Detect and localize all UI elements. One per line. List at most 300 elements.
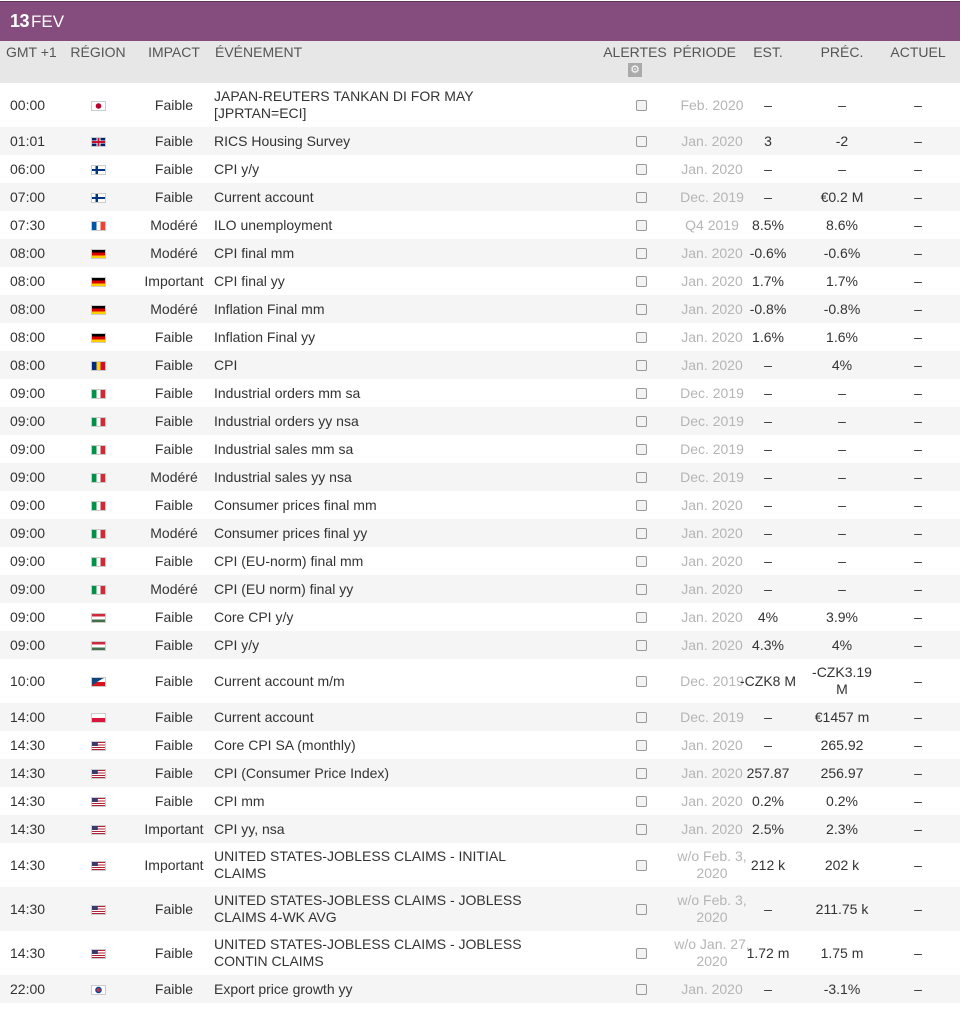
region-cell	[62, 211, 134, 239]
event-name[interactable]: Industrial sales yy nsa	[214, 468, 352, 485]
event-name[interactable]: Current account	[214, 708, 314, 725]
alert-checkbox[interactable]	[636, 136, 647, 147]
estimate-value: –	[764, 440, 772, 457]
event-period	[672, 843, 747, 887]
estimate-value: -CZK8 M	[740, 672, 796, 689]
event-period	[672, 519, 743, 547]
impact-level: Faible	[154, 552, 194, 569]
alert-cell	[544, 239, 672, 267]
event-period	[672, 127, 743, 155]
italy-flag-icon	[91, 445, 106, 455]
event-name[interactable]: CPI final mm	[214, 244, 295, 261]
event-period	[672, 703, 744, 731]
previous-value: -0.8%	[823, 300, 861, 317]
impact-level: Modéré	[150, 468, 198, 485]
event-name[interactable]: Current account	[214, 188, 314, 205]
event-period-text: w/o Jan. 27, 2020	[674, 936, 750, 969]
event-period-text: w/o Feb. 3, 2020	[677, 892, 747, 925]
event-name[interactable]: CPI y/y	[214, 636, 260, 653]
event-period-text: Jan. 2020	[681, 580, 743, 597]
region-cell	[62, 379, 134, 407]
actual-value: –	[914, 736, 922, 753]
alert-checkbox[interactable]	[636, 472, 647, 483]
date-header	[0, 1, 960, 41]
impact-level: Faible	[154, 496, 194, 513]
event-name[interactable]: CPI yy, nsa	[214, 820, 285, 837]
event-time: 09:00	[10, 608, 46, 625]
romania-flag-icon	[91, 361, 106, 371]
event-time: 22:00	[10, 980, 46, 997]
table-row[interactable]	[0, 631, 960, 659]
event-period-text: Dec. 2019	[680, 468, 744, 485]
actual-value: –	[914, 412, 922, 429]
alert-cell	[544, 759, 672, 787]
event-name[interactable]: CPI (EU norm) final yy	[214, 580, 354, 597]
actual-value: –	[914, 96, 922, 113]
germany-flag-icon	[91, 277, 106, 287]
estimate-value: –	[764, 708, 772, 725]
event-name[interactable]: ILO unemployment	[214, 216, 333, 233]
previous-value: €1457 m	[814, 708, 870, 725]
alert-checkbox[interactable]	[636, 640, 647, 651]
region-cell	[62, 435, 134, 463]
previous-value: 256.97	[820, 764, 864, 781]
poland-flag-icon	[91, 713, 106, 723]
alert-cell	[544, 815, 672, 843]
region-cell	[62, 183, 134, 211]
impact-level: Faible	[154, 160, 194, 177]
event-name[interactable]: Core CPI SA (monthly)	[214, 736, 356, 753]
actual-value: –	[914, 160, 922, 177]
usa-flag-icon	[91, 905, 106, 915]
table-row[interactable]	[0, 759, 960, 787]
event-period	[672, 323, 743, 351]
table-row[interactable]	[0, 731, 960, 759]
event-name[interactable]: UNITED STATES-JOBLESS CLAIMS - INITIAL CLAIMS	[214, 848, 506, 881]
region-cell	[62, 815, 134, 843]
col-est[interactable]: EST.	[753, 44, 783, 60]
actual-value: –	[914, 608, 922, 625]
event-period-text: Feb. 2020	[680, 96, 744, 113]
actual-value: –	[914, 188, 922, 205]
actual-value: –	[914, 328, 922, 345]
alert-checkbox[interactable]	[636, 248, 647, 259]
actual-value: –	[914, 552, 922, 569]
impact-level: Faible	[154, 980, 194, 997]
region-cell	[62, 575, 134, 603]
estimate-value: –	[764, 580, 772, 597]
alert-cell	[544, 631, 672, 659]
col-event[interactable]: ÉVÉNEMENT	[215, 44, 303, 60]
event-name[interactable]: Core CPI y/y	[214, 608, 294, 625]
estimate-value: –	[764, 468, 772, 485]
event-period	[672, 815, 743, 843]
event-name[interactable]: Inflation Final mm	[214, 300, 325, 317]
event-name[interactable]: CPI	[214, 356, 238, 373]
event-period	[672, 759, 743, 787]
table-row[interactable]	[0, 239, 960, 267]
table-row[interactable]	[0, 351, 960, 379]
event-period-text: Dec. 2019	[680, 188, 744, 205]
actual-value: –	[914, 496, 922, 513]
alert-cell	[544, 463, 672, 491]
impact-level: Faible	[154, 356, 194, 373]
czech-flag-icon	[91, 677, 106, 687]
alert-cell	[544, 323, 672, 351]
table-row[interactable]	[0, 491, 960, 519]
actual-value: –	[914, 524, 922, 541]
impact-level: Faible	[154, 764, 194, 781]
event-name[interactable]: Export price growth yy	[214, 980, 353, 997]
event-name[interactable]: RICS Housing Survey	[214, 132, 351, 149]
event-period-text: Jan. 2020	[681, 980, 743, 997]
alert-cell	[544, 731, 672, 759]
table-row[interactable]	[0, 815, 960, 843]
estimate-value: –	[764, 412, 772, 429]
alert-checkbox[interactable]	[636, 612, 647, 623]
impact-level: Faible	[154, 412, 194, 429]
event-name[interactable]: Current account m/m	[214, 672, 345, 689]
actual-value: –	[914, 300, 922, 317]
alert-checkbox[interactable]	[636, 824, 647, 835]
event-period-text: Q4 2019	[685, 216, 739, 233]
italy-flag-icon	[91, 585, 106, 595]
impact-level: Important	[144, 856, 204, 873]
estimate-value: –	[764, 496, 772, 513]
event-period	[672, 887, 747, 931]
uk-flag-icon	[91, 137, 106, 147]
south-korea-flag-icon	[91, 985, 106, 995]
impact-level: Faible	[154, 188, 194, 205]
event-time: 07:00	[10, 188, 46, 205]
alert-checkbox[interactable]	[636, 904, 647, 915]
table-row[interactable]	[0, 787, 960, 815]
usa-flag-icon	[91, 797, 106, 807]
event-period	[672, 239, 743, 267]
event-name[interactable]: Industrial sales mm sa	[214, 440, 354, 457]
event-name[interactable]: Industrial orders mm sa	[214, 384, 361, 401]
alert-checkbox[interactable]	[636, 220, 647, 231]
estimate-value: -0.6%	[749, 244, 787, 261]
event-time: 01:01	[10, 132, 46, 149]
actual-value: –	[914, 764, 922, 781]
event-name[interactable]: Inflation Final yy	[214, 328, 316, 345]
previous-value: –	[838, 440, 846, 457]
table-row[interactable]	[0, 843, 960, 887]
event-time: 00:00	[10, 96, 46, 113]
previous-value: 1.6%	[826, 328, 858, 345]
alert-checkbox[interactable]	[636, 740, 647, 751]
estimate-value: –	[764, 384, 772, 401]
previous-value: –	[838, 524, 846, 541]
event-period	[672, 603, 743, 631]
event-time: 09:00	[10, 552, 46, 569]
alert-checkbox[interactable]	[636, 332, 647, 343]
previous-value: 8.6%	[826, 216, 858, 233]
region-cell	[62, 603, 134, 631]
alert-cell	[544, 659, 672, 703]
region-cell	[62, 295, 134, 323]
estimate-value: 3	[764, 132, 772, 149]
table-row[interactable]	[0, 323, 960, 351]
alert-checkbox[interactable]	[636, 164, 647, 175]
alert-checkbox[interactable]	[636, 984, 647, 995]
estimate-value: 2.5%	[752, 820, 784, 837]
table-row[interactable]	[0, 435, 960, 463]
actual-value: –	[914, 468, 922, 485]
event-name[interactable]: UNITED STATES-JOBLESS CLAIMS - JOBLESS CLAIMS 4-WK AVG	[214, 892, 522, 925]
table-row[interactable]	[0, 659, 960, 703]
impact-level: Faible	[154, 900, 194, 917]
impact-level: Important	[144, 820, 204, 837]
germany-flag-icon	[91, 249, 106, 259]
table-row[interactable]	[0, 379, 960, 407]
actual-value: –	[914, 132, 922, 149]
actual-value: –	[914, 244, 922, 261]
alert-cell	[544, 407, 672, 435]
alert-cell	[544, 435, 672, 463]
event-period-text: Jan. 2020	[681, 636, 743, 653]
alert-cell	[544, 183, 672, 211]
region-cell	[62, 703, 134, 731]
region-cell	[62, 887, 134, 931]
table-row[interactable]	[0, 547, 960, 575]
col-prev[interactable]: PRÉC.	[820, 44, 864, 60]
col-alerts-label: ALERTES	[603, 44, 667, 60]
alert-checkbox[interactable]	[636, 304, 647, 315]
previous-value: -3.1%	[823, 980, 861, 997]
alert-checkbox[interactable]	[636, 360, 647, 371]
usa-flag-icon	[91, 949, 106, 959]
impact-level: Modéré	[150, 300, 198, 317]
actual-value: –	[914, 900, 922, 917]
region-cell	[62, 155, 134, 183]
estimate-value: 1.72 m	[746, 944, 790, 961]
table-row[interactable]	[0, 83, 960, 127]
event-period	[672, 731, 743, 759]
alert-checkbox[interactable]	[636, 388, 647, 399]
actual-value: –	[914, 440, 922, 457]
event-period	[672, 83, 744, 127]
impact-level: Faible	[154, 328, 194, 345]
col-region[interactable]: RÉGION	[70, 44, 126, 60]
alert-checkbox[interactable]	[636, 768, 647, 779]
event-period-text: Jan. 2020	[681, 552, 743, 569]
event-period-text: Jan. 2020	[681, 328, 743, 345]
estimate-value: –	[764, 736, 772, 753]
italy-flag-icon	[91, 473, 106, 483]
event-name[interactable]: Consumer prices final yy	[214, 524, 368, 541]
event-period	[672, 631, 743, 659]
estimate-value: 257.87	[746, 764, 790, 781]
alert-checkbox[interactable]	[636, 948, 647, 959]
actual-value: –	[914, 856, 922, 873]
alert-cell	[544, 519, 672, 547]
event-name[interactable]: CPI y/y	[214, 160, 260, 177]
date-month: FEV	[31, 12, 65, 31]
alert-checkbox[interactable]	[636, 192, 647, 203]
usa-flag-icon	[91, 769, 106, 779]
event-period-text: Dec. 2019	[680, 440, 744, 457]
event-period	[672, 547, 743, 575]
event-time: 14:30	[10, 944, 46, 961]
event-period-text: Jan. 2020	[681, 736, 743, 753]
previous-value: –	[838, 552, 846, 569]
event-period-text: Jan. 2020	[681, 524, 743, 541]
event-period	[672, 435, 744, 463]
alert-checkbox[interactable]	[636, 528, 647, 539]
col-period[interactable]: PÉRIODE	[673, 44, 737, 60]
previous-value: –	[838, 580, 846, 597]
previous-value: €0.2 M	[820, 188, 864, 205]
event-period-text: Dec. 2019	[680, 708, 744, 725]
impact-level: Faible	[154, 944, 194, 961]
actual-value: –	[914, 792, 922, 809]
event-period	[672, 787, 743, 815]
table-row[interactable]	[0, 155, 960, 183]
table-row[interactable]	[0, 703, 960, 731]
estimate-value: -0.8%	[749, 300, 787, 317]
event-name[interactable]: CPI mm	[214, 792, 265, 809]
region-cell	[62, 759, 134, 787]
actual-value: –	[914, 384, 922, 401]
previous-value: –	[838, 384, 846, 401]
event-time: 08:00	[10, 356, 46, 373]
event-name[interactable]: Industrial orders yy nsa	[214, 412, 359, 429]
event-period-text: Jan. 2020	[681, 132, 743, 149]
impact-level: Modéré	[150, 580, 198, 597]
event-time: 09:00	[10, 440, 46, 457]
alert-checkbox[interactable]	[636, 860, 647, 871]
table-row[interactable]	[0, 603, 960, 631]
france-flag-icon	[91, 221, 106, 231]
estimate-value: 1.6%	[752, 328, 784, 345]
region-cell	[62, 975, 134, 1003]
event-time: 14:30	[10, 792, 46, 809]
region-cell	[62, 239, 134, 267]
table-row[interactable]	[0, 267, 960, 295]
alert-cell	[544, 575, 672, 603]
event-name[interactable]: Consumer prices final mm	[214, 496, 377, 513]
impact-level: Important	[144, 272, 204, 289]
impact-level: Modéré	[150, 216, 198, 233]
previous-value: -0.6%	[823, 244, 861, 261]
finland-flag-icon	[91, 165, 106, 175]
region-cell	[62, 843, 134, 887]
alert-cell	[544, 351, 672, 379]
gear-icon[interactable]: ⚙	[628, 63, 642, 77]
event-period-text: Jan. 2020	[681, 496, 743, 513]
alert-cell	[544, 603, 672, 631]
alert-checkbox[interactable]	[636, 444, 647, 455]
event-time: 09:00	[10, 412, 46, 429]
col-impact[interactable]: IMPACT	[148, 44, 200, 60]
table-row[interactable]	[0, 887, 960, 931]
italy-flag-icon	[91, 389, 106, 399]
table-row[interactable]	[0, 575, 960, 603]
event-period-text: Jan. 2020	[681, 160, 743, 177]
usa-flag-icon	[91, 825, 106, 835]
event-period-text: Jan. 2020	[681, 764, 743, 781]
event-period	[672, 155, 743, 183]
event-period	[672, 491, 743, 519]
usa-flag-icon	[91, 861, 106, 871]
impact-level: Faible	[154, 384, 194, 401]
impact-level: Modéré	[150, 524, 198, 541]
event-name[interactable]: JAPAN-REUTERS TANKAN DI FOR MAY [JPRTAN=ECI]	[214, 88, 474, 121]
table-row[interactable]	[0, 519, 960, 547]
region-cell	[62, 659, 134, 703]
italy-flag-icon	[91, 557, 106, 567]
actual-value: –	[914, 980, 922, 997]
event-period-text: Jan. 2020	[681, 300, 743, 317]
alert-checkbox[interactable]	[636, 676, 647, 687]
alert-checkbox[interactable]	[636, 416, 647, 427]
previous-value: 211.75 k	[815, 900, 869, 917]
table-row[interactable]	[0, 463, 960, 491]
germany-flag-icon	[91, 333, 106, 343]
estimate-value: –	[764, 552, 772, 569]
event-period-text: Jan. 2020	[681, 356, 743, 373]
event-name[interactable]: UNITED STATES-JOBLESS CLAIMS - JOBLESS CONTIN CLAIMS	[214, 936, 522, 969]
actual-value: –	[914, 820, 922, 837]
region-cell	[62, 323, 134, 351]
col-gmt[interactable]: GMT +1	[6, 44, 57, 60]
alert-checkbox[interactable]	[636, 556, 647, 567]
event-period-text: Jan. 2020	[681, 820, 743, 837]
alert-checkbox[interactable]	[636, 100, 647, 111]
event-time: 08:00	[10, 272, 46, 289]
table-row[interactable]	[0, 183, 960, 211]
alert-cell	[544, 491, 672, 519]
estimate-value: –	[764, 188, 772, 205]
col-actual[interactable]: ACTUEL	[890, 44, 946, 60]
alert-checkbox[interactable]	[636, 276, 647, 287]
alert-cell	[544, 267, 672, 295]
region-cell	[62, 631, 134, 659]
event-name[interactable]: CPI final yy	[214, 272, 285, 289]
previous-value: 2.3%	[826, 820, 858, 837]
alert-checkbox[interactable]	[636, 712, 647, 723]
estimate-value: 4.3%	[752, 636, 784, 653]
alert-checkbox[interactable]	[636, 500, 647, 511]
previous-value: 4%	[831, 356, 853, 373]
table-row[interactable]	[0, 975, 960, 1003]
event-name[interactable]: CPI (Consumer Price Index)	[214, 764, 390, 781]
table-row[interactable]	[0, 211, 960, 239]
alert-checkbox[interactable]	[636, 796, 647, 807]
event-time: 09:00	[10, 496, 46, 513]
event-period	[672, 575, 743, 603]
estimate-value: –	[764, 96, 772, 113]
event-period	[672, 267, 743, 295]
table-row[interactable]	[0, 127, 960, 155]
usa-flag-icon	[91, 741, 106, 751]
event-time: 08:00	[10, 244, 46, 261]
estimate-value: –	[764, 356, 772, 373]
previous-value: –	[838, 468, 846, 485]
event-time: 09:00	[10, 580, 46, 597]
table-row[interactable]	[0, 407, 960, 435]
event-name[interactable]: CPI (EU-norm) final mm	[214, 552, 364, 569]
col-alerts	[544, 41, 672, 83]
impact-level: Faible	[154, 792, 194, 809]
table-row[interactable]	[0, 931, 960, 975]
events-table	[0, 41, 960, 1003]
table-row[interactable]	[0, 295, 960, 323]
alert-checkbox[interactable]	[636, 584, 647, 595]
alert-cell	[544, 127, 672, 155]
